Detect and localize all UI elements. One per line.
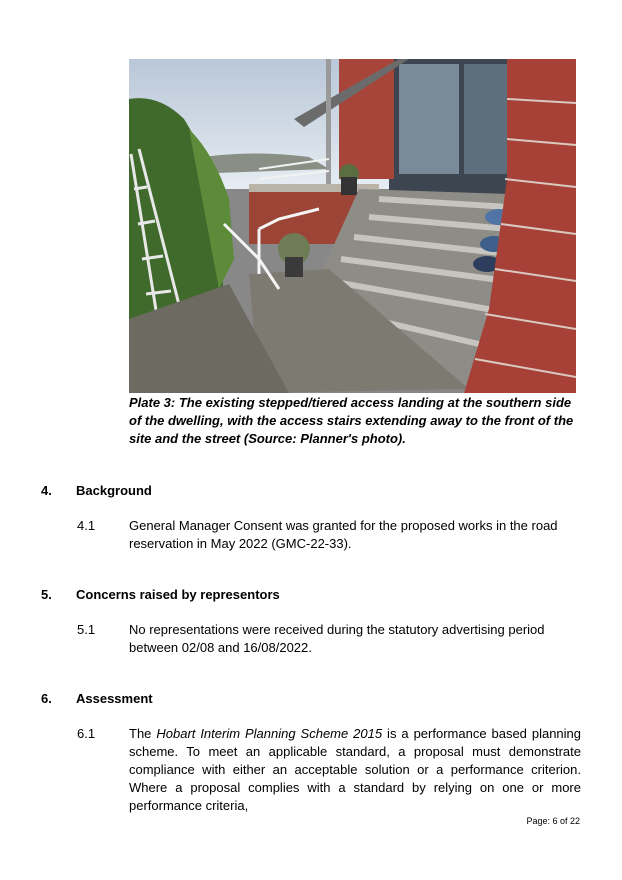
page-number: Page: 6 of 22 <box>526 816 580 826</box>
section-number: 4. <box>41 483 52 498</box>
paragraph-text: General Manager Consent was granted for the proposed works in the road reservation in May 2022 (GMC-22-33). <box>129 518 558 551</box>
section-heading-concerns <box>41 586 280 604</box>
paragraph-prefix: The <box>129 726 157 741</box>
section-title: Concerns raised by representors <box>76 587 280 602</box>
plate-caption: Plate 3: The existing stepped/tiered access landing at the southern side of the dwelling, with the access stairs extending away to the front of the site and the street (Source: Planner's photo). <box>129 395 574 446</box>
scheme-name: Hobart Interim Planning Scheme 2015 <box>156 726 383 741</box>
section-title: Background <box>76 483 152 498</box>
paragraph-text <box>129 725 581 815</box>
section-number: 6. <box>41 691 52 706</box>
paragraph-body: is a performance based planning scheme. To meet an applicable standard, a proposal must demonstrate compliance with either an acceptable solution or a performance criterion. Where a proposal complies with a standard by relying on one or more performance criteria, <box>129 726 582 813</box>
paragraph-text: No representations were received during the statutory advertising period between 02/08 and 16/08/2022. <box>129 622 545 655</box>
paragraph-number: 4.1 <box>77 518 96 533</box>
paragraph-number: 6.1 <box>77 726 96 741</box>
section-heading-background <box>41 482 152 500</box>
section-title: Assessment <box>76 691 153 706</box>
plate-3-photo <box>129 59 576 393</box>
section-number: 5. <box>41 587 52 602</box>
section-heading-assessment <box>41 690 153 708</box>
paragraph-number: 5.1 <box>77 622 96 637</box>
